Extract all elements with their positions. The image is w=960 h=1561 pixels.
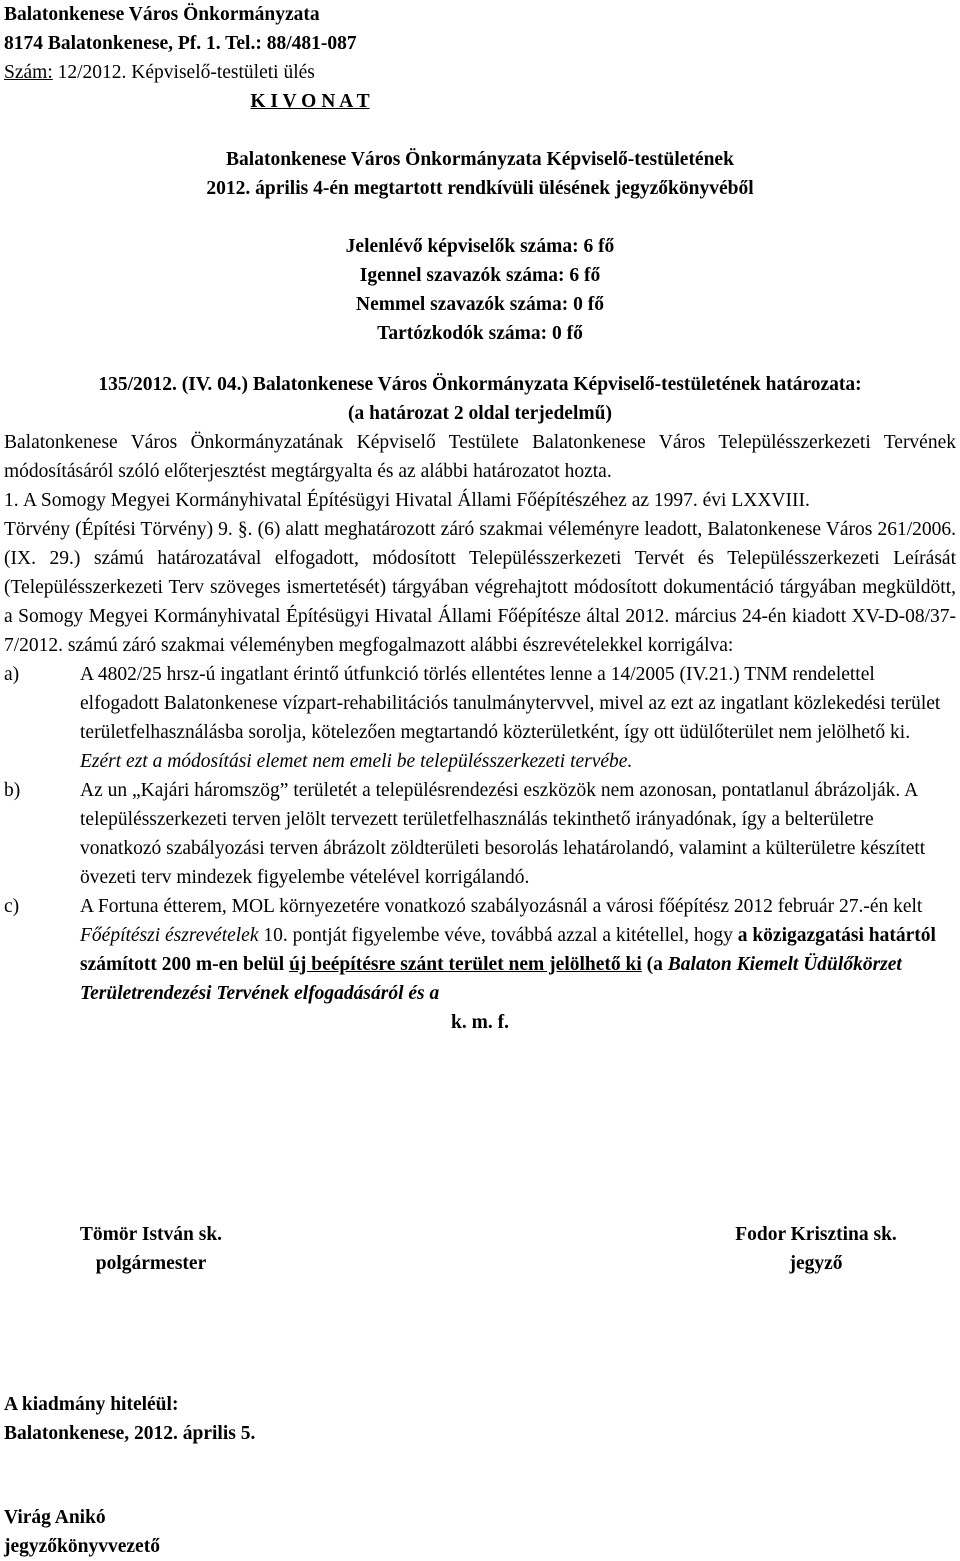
item-c-text-2: Főépítészi észrevételek bbox=[80, 925, 259, 946]
present-count: Jelenlévő képviselők száma: 6 fő bbox=[345, 236, 615, 257]
item-label: b) bbox=[4, 780, 21, 801]
mayor-name: Tömör István sk. bbox=[79, 1224, 223, 1245]
point-1-number: 1. bbox=[4, 490, 19, 511]
item-label: c) bbox=[4, 896, 20, 917]
resolution-title: 135/2012. (IV. 04.) Balatonkenese Város Önkormányzata Képviselő-testületének határozata: bbox=[98, 374, 862, 395]
source-heading bbox=[4, 145, 956, 203]
item-c-text-1: A Fortuna étterem, MOL környezetére vonatkozó szabályozásnál a városi főépítész 2012 február 27.-én kelt bbox=[80, 896, 923, 917]
point-1-first-line: A Somogy Megyei Kormányhivatal Építésügyi Hivatal Állami Főépítészéhez az 1997. évi LXXVIII. bbox=[23, 490, 810, 511]
list-item bbox=[4, 660, 956, 776]
recorder bbox=[4, 1503, 956, 1561]
mayor-signature bbox=[66, 1220, 236, 1278]
item-a-text: A 4802/25 hrsz-ú ingatlant érintő útfunkció törlés ellentétes lenne a 14/2005 (IV.21.) TNM rendelettel elfogadott Balatonkenese vízpart-rehabilitációs tanulmánytervvel, mivel az ezt az ingatlant közlekedési terület területfelhasználásba sorolja, kötelezően megtartandó közterületként, így ott üdülőterület nem jelölhető ki. bbox=[80, 664, 941, 743]
item-a-emphasis: Ezért ezt a módosítási elemet nem emeli be településszerkezeti tervébe. bbox=[80, 751, 633, 772]
list-item bbox=[4, 776, 956, 892]
observation-list bbox=[4, 660, 956, 1008]
source-line-1: Balatonkenese Város Önkormányzata Képviselő-testületének bbox=[226, 149, 734, 170]
certification-place-date: Balatonkenese, 2012. április 5. bbox=[4, 1423, 256, 1444]
item-c-text-4: a közigazgatási határtól számított 200 m-en belül bbox=[80, 925, 936, 975]
document-number bbox=[4, 58, 956, 87]
notary-signature bbox=[720, 1220, 912, 1278]
number-label: Szám: bbox=[4, 62, 53, 83]
letterhead bbox=[4, 0, 956, 116]
org-address: 8174 Balatonkenese, Pf. 1. Tel.: 88/481-087 bbox=[4, 33, 357, 54]
kmf: k. m. f. bbox=[451, 1012, 509, 1033]
notary-name: Fodor Krisztina sk. bbox=[735, 1224, 897, 1245]
resolution-intro: Balatonkenese Város Önkormányzatának Képviselő Testülete Balatonkenese Város Településszerkezeti Tervének módosításáról szóló előterjesztést megtárgyalta és az alábbi határozatot hozta. bbox=[4, 432, 956, 482]
item-label: a) bbox=[4, 664, 20, 685]
notary-title: jegyző bbox=[789, 1253, 843, 1274]
item-c-text-6: (a bbox=[641, 954, 668, 975]
item-c-text-5: új beépítésre szánt terület nem jelölhető ki bbox=[289, 954, 642, 975]
recorder-title: jegyzőkönyvvezető bbox=[4, 1536, 160, 1557]
org-name: Balatonkenese Város Önkormányzata bbox=[4, 4, 320, 25]
resolution-scope: (a határozat 2 oldal terjedelmű) bbox=[348, 403, 612, 424]
document-type: K I V O N A T bbox=[250, 91, 370, 112]
mayor-title: polgármester bbox=[95, 1253, 207, 1274]
vote-counts bbox=[4, 232, 956, 348]
yes-count: Igennel szavazók száma: 6 fő bbox=[359, 265, 601, 286]
no-count: Nemmel szavazók száma: 0 fő bbox=[355, 294, 604, 315]
number-value: 12/2012. Képviselő-testületi ülés bbox=[52, 62, 315, 83]
point-1 bbox=[4, 486, 956, 660]
item-c-text-7: Balaton Kiemelt Üdülőkörzet Területrendezési Tervének elfogadásáról és a bbox=[80, 954, 902, 1004]
source-line-2: 2012. április 4-én megtartott rendkívüli ülésének jegyzőkönyvéből bbox=[206, 178, 754, 199]
point-1-body: Törvény (Építési Törvény) 9. §. (6) alatt meghatározott záró szakmai véleményre leadott, Balatonkenese Város 261/2006. (IX. 29.) számú határozatával elfogadott, módosított Településszerkezeti Tervét és Településszerkezeti Leírását (Településszerkezeti Terv szöveges ismertetését) tárgyában végrehajtott módosított dokumentáció tárgyában megküldött, a Somogy Megyei Kormányhivatal Építésügyi Hivatal Állami Főépítésze által 2012. március 24-én kiadott XV-D-08/37-7/2012. számú záró szakmai véleményben megfogalmazott alábbi észrevételekkel korrigálva: bbox=[4, 519, 956, 656]
item-b-text: Az un „Kajári háromszög” területét a településrendezési eszközök nem azonosan, pontatlanul ábrázolják. A településszerkezeti terven jelölt tervezett területfelhasználás tekinthető irányadónak, így a belterületre vonatkozó szabályozási terven ábrázolt zöldterületi besorolás lehatárolandó, valamint a külterületre készített övezeti terv mindezek figyelembe vételével korrigálandó. bbox=[80, 780, 926, 888]
certification-label: A kiadmány hiteléül: bbox=[4, 1394, 179, 1415]
list-item bbox=[4, 892, 956, 1008]
item-c-text-3: 10. pontját figyelembe véve, továbbá azzal a kitétellel, hogy bbox=[258, 925, 738, 946]
abstain-count: Tartózkodók száma: 0 fő bbox=[377, 323, 583, 344]
certification bbox=[4, 1390, 956, 1448]
resolution bbox=[4, 370, 956, 1037]
recorder-name: Virág Anikó bbox=[4, 1507, 106, 1528]
